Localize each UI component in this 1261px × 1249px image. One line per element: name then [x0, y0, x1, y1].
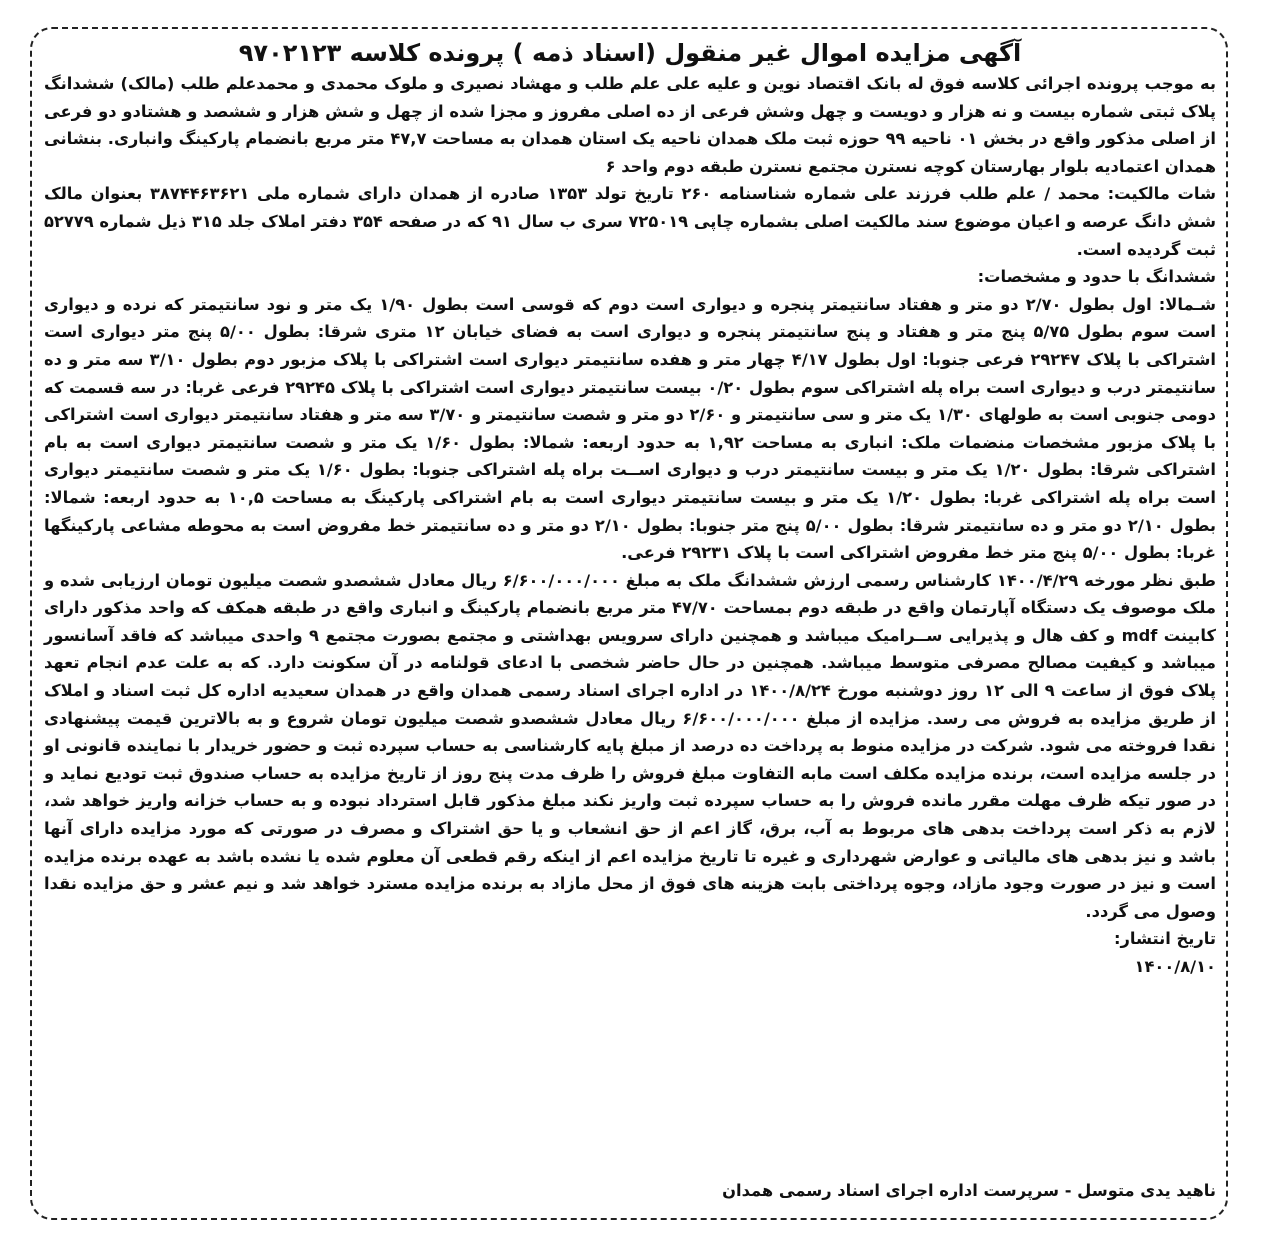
boundaries-heading: ششدانگ با حدود و مشخصات: — [977, 267, 1216, 287]
boundaries-paragraph: شـمالا: اول بطول ۲/۷۰ دو متر و هفتاد سانتیمتر پنجره و دیواری است دوم که قوسی است بطول ۱/۹۰ یک متر و نود سانتیمتر که نرده و دیواری است سوم بطول ۵/۷۵ پنج متر و هفتاد و پنج سانتیمتر پنجره و دیواری است به فضای خیابان ۱۲ متری شرقا: بطول ۵/۰۰ پنج متر دیواری است اشتراکی با پلاک ۲۹۲۴۷ فرعی جنوبا: اول بطول ۴/۱۷ چهار متر و هفده سانتیمتر دیواری است اشتراکی با پلاک مزبور دوم بطول ۳/۱۰ سه متر و ده سانتیمتر درب و دیواری است براه پله اشتراکی سوم بطول ۰/۲۰ بیست سانتیمتر دیواری است اشتراکی با پلاک ۲۹۲۴۵ فرعی غربا: در سه قسمت که دومی جنوبی است به طولهای ۱/۳۰ یک متر و سی سانتیمتر و ۲/۶۰ دو متر و شصت سانتیمتر و ۳/۷۰ سه متر و هفتاد سانتیمتر دیواری است اشتراکی با پلاک مزبور مشخصات منضمات ملک: انباری به مساحت ۱,۹۲ به حدود اربعه: شمالا: بطول ۱/۶۰ یک متر و شصت سانتیمتر دیواری است به بام اشتراکی شرقا: بطول ۱/۲۰ یک متر و بیست سانتیمتر درب و دیواری اســت براه پله اشتراکی جنوبا: بطول ۱/۶۰ یک متر و شصت سانتیمتر دیواری است براه پله اشتراکی غربا: بطول ۱/۲۰ یک متر و بیست سانتیمتر دیواری است به بام اشتراکی پارکینگ به مساحت ۱۰,۵ به حدود اربعه: شمالا: بطول ۲/۱۰ دو متر و ده سانتیمتر شرقا: بطول ۵/۰۰ پنج متر جنوبا: بطول ۲/۱۰ دو متر و ده سانتیمتر خط مفروض است به محوطه مشاعی پارکینگها غربا: بطول ۵/۰۰ پنج متر خط مفروض اشتراکی است با پلاک ۲۹۲۳۱ فرعی. — [44, 294, 1217, 563]
publish-date: ۱۴۰۰/۸/۱۰ — [1134, 957, 1216, 976]
publish-date-label: تاریخ انتشار: — [1113, 929, 1216, 949]
valuation-paragraph: طبق نظر مورخه ۱۴۰۰/۴/۲۹ کارشناس رسمی ارزش ششدانگ ملک به مبلغ ۶/۶۰۰/۰۰۰/۰۰۰ ریال معادل ششصدو شصت میلیون تومان ارزیابی شده و ملک موصوف یک دستگاه آپارتمان واقع در طبقه دوم بمساحت ۴۷/۷۰ متر مربع بانضمام پارکینگ و انباری واقع در طبقه همکف که واحد مذکور دارای کابینت mdf و کف هال و پذیرایی ســرامیک میباشد و همچنین دارای سرویس بهداشتی و مجتمع بصورت مجتمع ۹ واحدی میباشد که فاقد آسانسور میباشد و کیفیت مصالح مصرفی متوسط میباشد. همچنین در حال حاضر شخصی با ادعای قولنامه در آن سکونت دارد. که به علت عدم انجام تعهد پلاک فوق از ساعت ۹ الی ۱۲ روز دوشنبه مورخ ۱۴۰۰/۸/۲۴ در اداره اجرای اسناد رسمی همدان واقع در همدان سعیدیه اداره کل ثبت اسناد و املاک از طریق مزایده به فروش می رسد. مزایده از مبلغ ۶/۶۰۰/۰۰۰/۰۰۰ ریال معادل ششصدو شصت میلیون تومان شروع و به بالاترین قیمت پیشنهادی نقدا فروخته می شود. شرکت در مزایده منوط به پرداخت ده درصد از مبلغ پایه کارشناسی به حساب سپرده ثبت و حضور خریدار با نماینده قانونی او در جلسه مزایده است، برنده مزایده مکلف است مابه التفاوت مبلغ فروش را ظرف مدت پنج روز از تاریخ مزایده به حساب صندوق ثبت تودیع نماید و در صور تیکه ظرف مهلت مقرر مانده فروش را به حساب سپرده ثبت واریز نکند مبلغ مذکور قابل استرداد نبوده و به حساب خزانه واریز خواهد شد، لازم به ذکر است پرداخت بدهی های مربوط به آب، برق، گاز اعم از حق انشعاب و یا حق اشتراک و مصرف در صورتی که مورد مزایده دارای آنها باشد و نیز بدهی های مالیاتی و عوارض شهرداری و غیره تا تاریخ مزایده اعم از اینکه رقم قطعی آن معلوم شده یا نشده باشد به عهده برنده مزایده است و نیز در صورت وجود مازاد، وجوه پرداختی بابت هزینه های فوق از محل مازاد به برنده مزایده مسترد خواهد شد و نیم عشر و حق مزایده نقدا وصول می گردد. — [44, 570, 1217, 921]
signature: ناهید یدی متوسل - سرپرست اداره اجرای اسناد رسمی همدان — [722, 1181, 1216, 1200]
notice-title: آگهی مزایده اموال غیر منقول (اسناد ذمه ) پرونده کلاسه ۹۷۰۲۱۲۳ — [238, 39, 1022, 67]
ownership-paragraph: شات مالکیت: محمد / علم طلب فرزند علی شماره شناسنامه ۲۶۰ تاریخ تولد ۱۳۵۳ صادره از همدان دارای شماره ملی ۳۸۷۴۴۶۳۶۲۱ بعنوان مالک شش دانگ عرصه و اعیان موضوع سند مالکیت اصلی بشماره چاپی ۷۲۵۰۱۹ سری ب سال ۹۱ که در صفحه ۳۵۴ دفتر املاک جلد ۳۱۵ ذیل شماره ۵۲۷۷۹ ثبت گردیده است. — [44, 184, 1217, 259]
auction-notice — [44, 36, 1216, 1216]
publish-date-line — [44, 925, 1216, 953]
notice-intro: به موجب پرونده اجرائی کلاسه فوق له بانک اقتصاد نوین و علیه علی علم طلب و مهشاد نصیری و ملوک محمدی و محمدعلم طلب (مالک) ششدانگ پلاک ثبتی شماره بیست و نه هزار و دویست و چهل وشش فرعی از ده اصلی مفروز و مجزا شده از چهل و شش هزار و ششصد و هشتادو دو فرعی از اصلی مذکور واقع در بخش ۰۱ ناحیه ۹۹ حوزه ثبت ملک همدان ناحیه یک استان همدان به مساحت ۴۷,۷ متر مربع بانضمام پارکینگ وانباری. بنشانی همدان اعتمادیه بلوار بهارستان کوچه نسترن مجتمع نسترن طبقه دوم واحد ۶ — [44, 74, 1216, 176]
